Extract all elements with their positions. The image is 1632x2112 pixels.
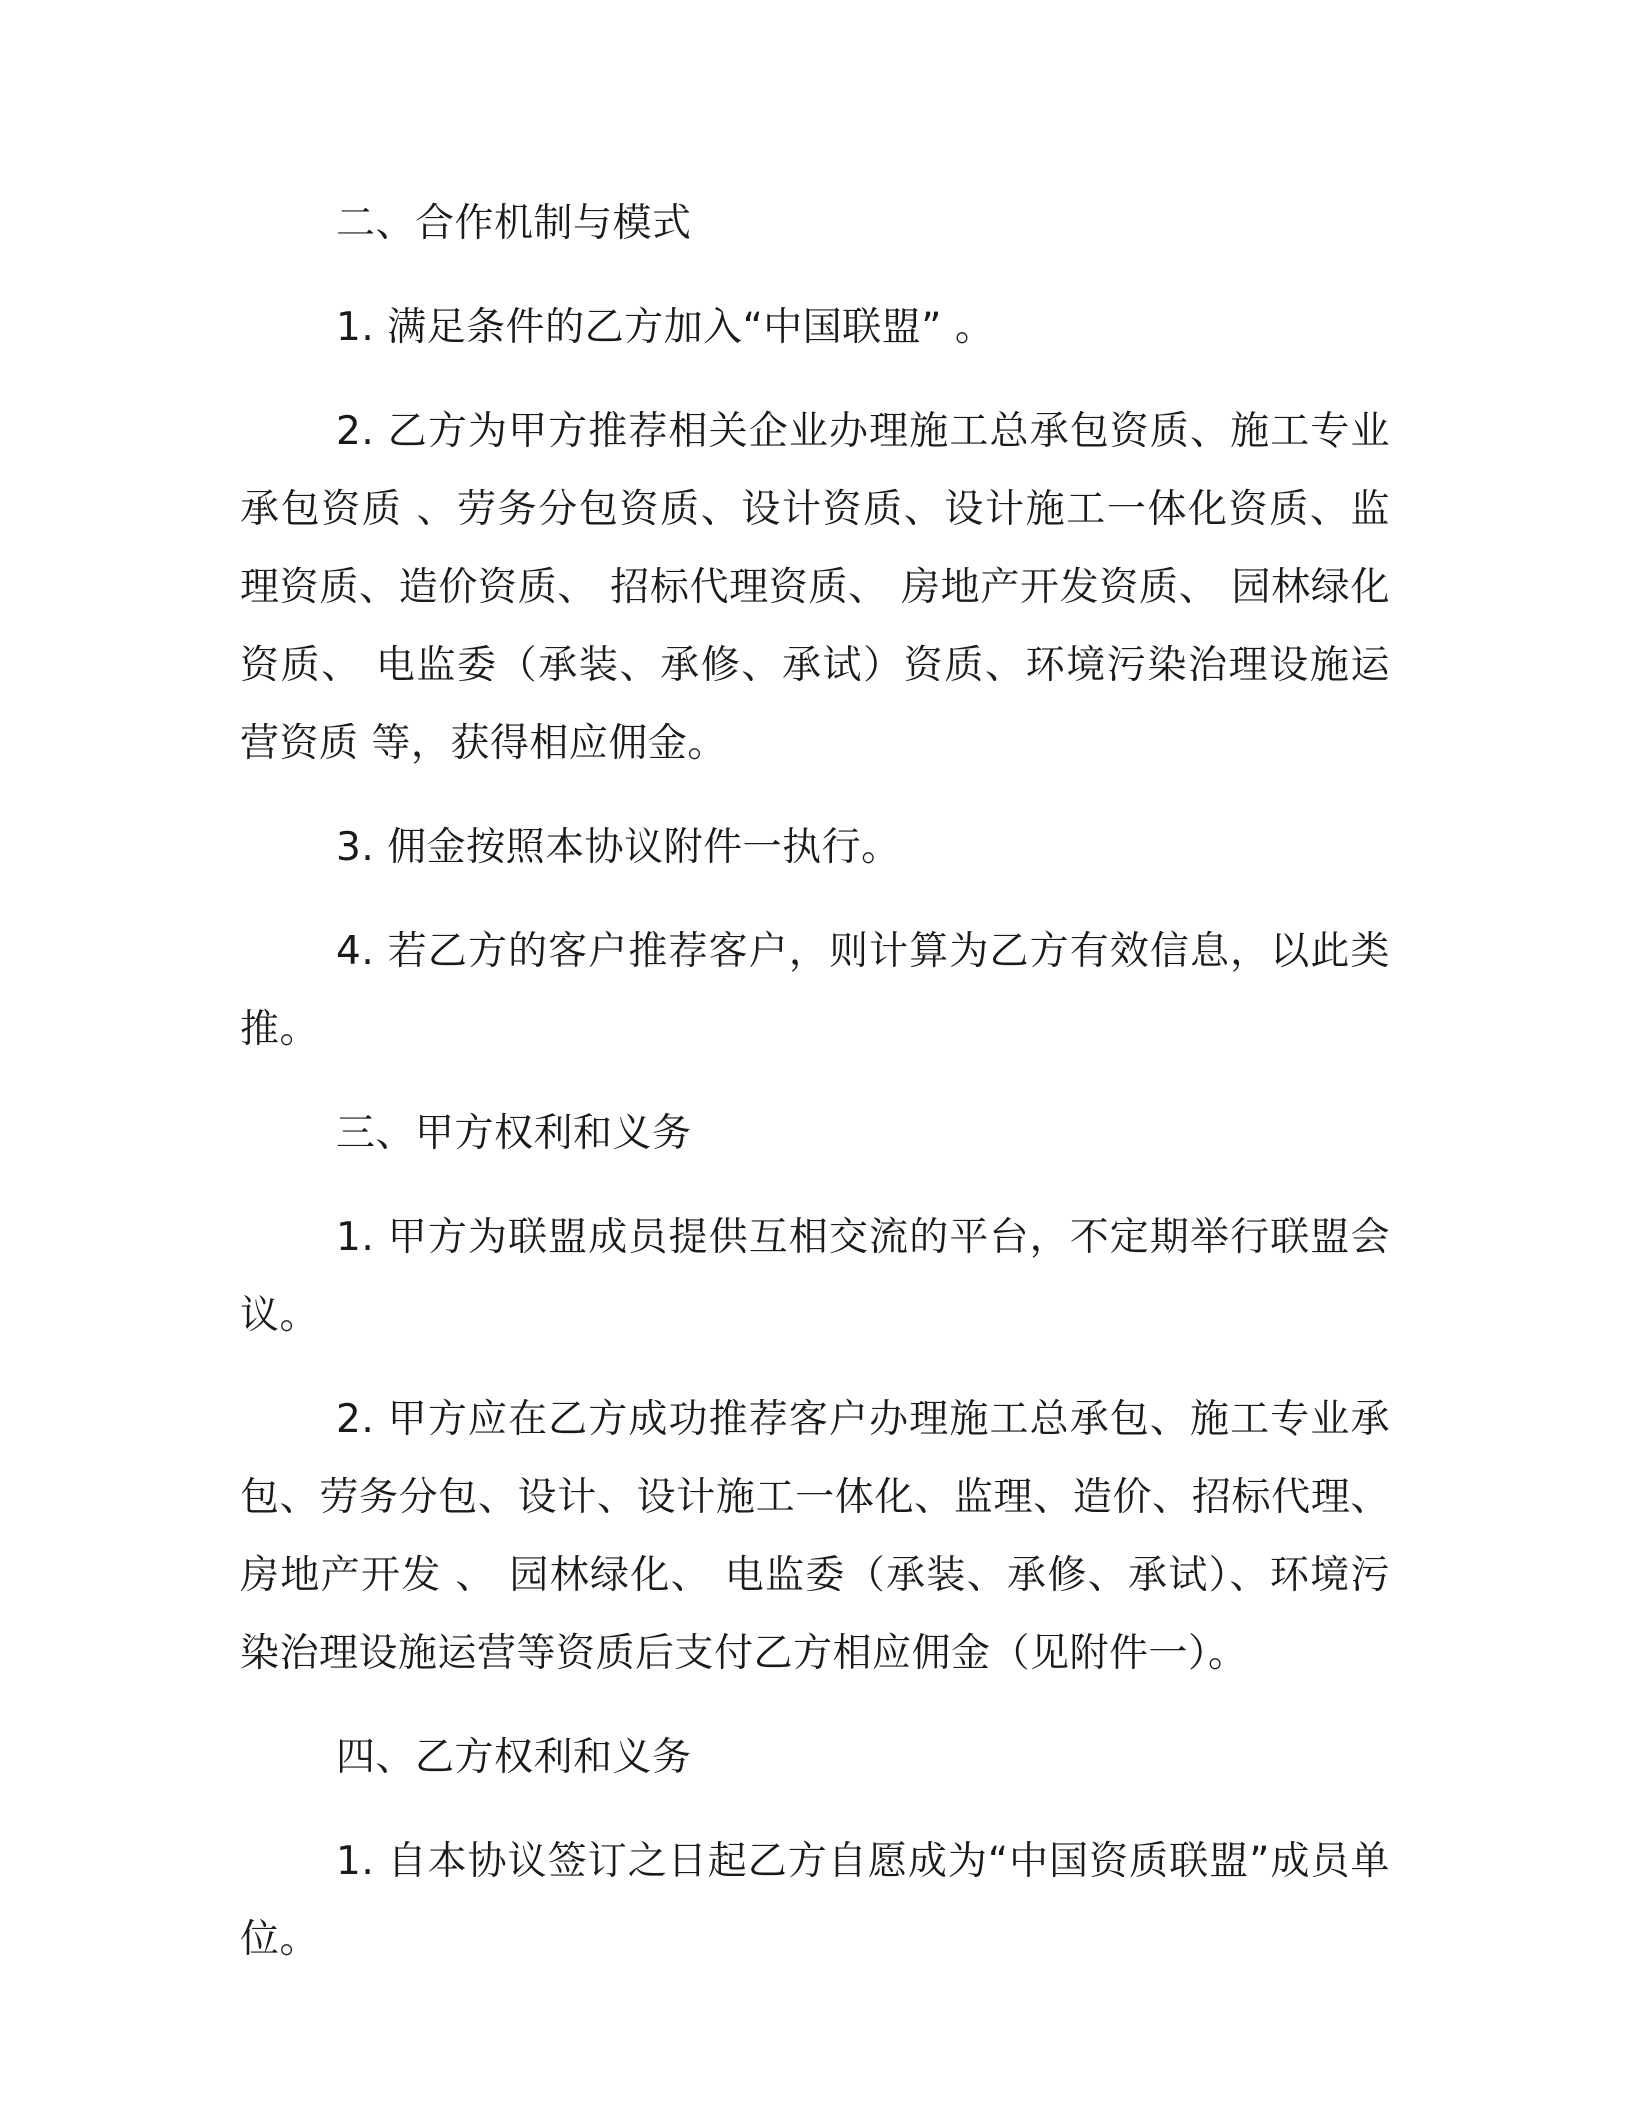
clause-4-1: 1. 自本协议签订之日起乙方自愿成为“中国资质联盟”成员单位。 <box>240 1839 1390 1962</box>
section-heading-cooperation: 二、合作机制与模式 <box>336 201 692 246</box>
section-heading-party-b: 四、乙方权利和义务 <box>336 1735 692 1780</box>
clause-3-2: 2. 甲方应在乙方成功推荐客户办理施工总承包、施工专业承包、劳务分包、设计、设计施工一体化、监理、造价、招标代理、房地产开发 、 园林绿化、 电监委（承装、承修、承试）、环境污染治理设施运营等资质后支付乙方相应佣金（见附件一）。 <box>240 1397 1390 1676</box>
section-heading-party-a: 三、甲方权利和义务 <box>336 1111 692 1156</box>
clause-3-1: 1. 甲方为联盟成员提供互相交流的平台，不定期举行联盟会议。 <box>240 1215 1390 1338</box>
clause-2-3: 3. 佣金按照本协议附件一执行。 <box>336 825 901 870</box>
clause-2-4: 4. 若乙方的客户推荐客户，则计算为乙方有效信息，以此类推。 <box>240 929 1390 1052</box>
document-page <box>240 185 1390 2005</box>
clause-2-2: 2. 乙方为甲方推荐相关企业办理施工总承包资质、施工专业承包资质 、劳务分包资质、设计资质、设计施工一体化资质、监理资质、造价资质、 招标代理资质、 房地产开发资质、 园林绿化资质、 电监委（承装、承修、承试）资质、环境污染治理设施运营资质 等，获得相应佣金。 <box>240 409 1390 766</box>
clause-2-1: 1. 满足条件的乙方加入“中国联盟” 。 <box>336 305 995 350</box>
